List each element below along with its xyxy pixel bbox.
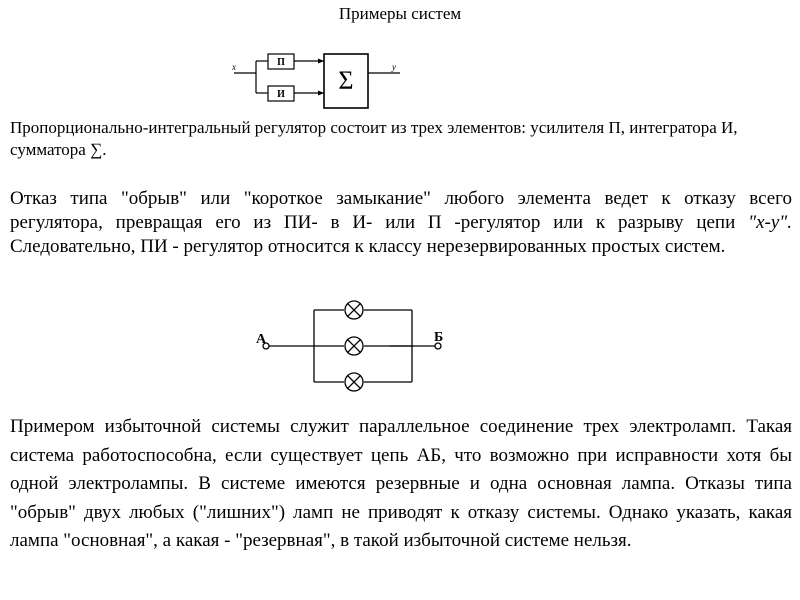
node-a-label: А — [256, 332, 267, 347]
block-p-label: П — [277, 57, 285, 68]
lamp-middle-icon — [345, 337, 363, 355]
input-label: x — [232, 62, 236, 72]
paragraph-pi-regulator: Пропорционально-интегральный регулятор состоит из трех элементов: усилителя П, интегратора И, сумматора ∑. — [10, 118, 738, 159]
output-label: y — [392, 62, 396, 72]
lamp-top-icon — [345, 301, 363, 319]
node-b-label: Б — [434, 330, 444, 345]
summator-symbol: Σ — [338, 66, 354, 95]
parallel-lamps-diagram — [252, 296, 452, 392]
paragraph-failure-part2: Следовательно, ПИ - регулятор относится к классу нерезервированных простых систем. — [10, 236, 726, 257]
block-i-label: И — [277, 89, 285, 100]
paragraph-failure — [10, 187, 792, 259]
chain-label: "x-y". — [748, 212, 792, 233]
paragraph-failure-part1: Отказ типа "обрыв" или "короткое замыкание" любого элемента ведет к отказу всего регулятора, превращая его из ПИ- в И- или П -регулятор или к разрыву цепи — [10, 188, 792, 233]
pi-regulator-diagram — [228, 44, 418, 120]
paragraph-redundant-system: Примером избыточной системы служит параллельное соединение трех электроламп. Такая система работоспособна, если существует цепь АБ, что возможно при исправности хотя бы одной электролампы. В системе имеются резервные и одна основная лампа. Отказы типа "обрыв" двух любых ("лишних") ламп не приводят к отказу системы. Однако указать, какая лампа "основная", а какая - "резервная", в такой избыточной системе нельзя. — [10, 416, 792, 551]
lamp-bottom-icon — [345, 373, 363, 391]
page-title: Примеры систем — [338, 4, 462, 23]
